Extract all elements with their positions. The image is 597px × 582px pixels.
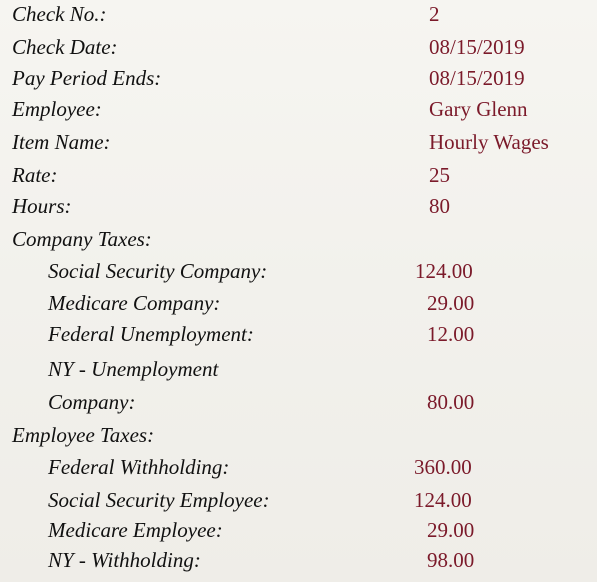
employee-value: Gary Glenn	[429, 97, 528, 121]
pay-period-value: 08/15/2019	[429, 66, 525, 90]
check-date-value: 08/15/2019	[429, 35, 525, 59]
employee-tax-label: Medicare Employee:	[48, 518, 223, 542]
company-tax-value: 12.00	[427, 322, 475, 346]
rate-value: 25	[429, 163, 450, 187]
company-tax-label: Federal Unemployment:	[48, 322, 254, 346]
employee-tax-value: 124.00	[414, 488, 472, 512]
employee-tax-label: Federal Withholding:	[48, 455, 230, 479]
item-name-value: Hourly Wages	[429, 130, 549, 154]
employee-tax-label: Social Security Employee:	[48, 488, 270, 512]
company-tax-label: Medicare Company:	[48, 291, 221, 315]
company-tax-label: NY - Unemployment	[48, 357, 219, 381]
employee-label: Employee:	[12, 97, 102, 121]
pay-period-label: Pay Period Ends:	[12, 66, 162, 90]
employee-tax-label: NY - Withholding:	[48, 548, 201, 572]
employee-taxes-heading: Employee Taxes:	[12, 423, 155, 447]
rate-label: Rate:	[12, 163, 58, 187]
employee-tax-value: 98.00	[427, 548, 475, 572]
hours-value: 80	[429, 194, 450, 218]
hours-label: Hours:	[12, 194, 72, 218]
company-tax-label: Social Security Company:	[48, 259, 268, 283]
item-name-label: Item Name:	[12, 130, 111, 154]
employee-tax-value: 29.00	[427, 518, 475, 542]
company-tax-value: 124.00	[415, 259, 473, 283]
company-taxes-heading: Company Taxes:	[12, 227, 152, 251]
employee-tax-value: 360.00	[414, 455, 472, 479]
check-number-value: 2	[429, 2, 440, 26]
check-date-label: Check Date:	[12, 35, 118, 59]
check-number-label: Check No.:	[12, 2, 107, 26]
company-tax-label-continued: Company:	[48, 390, 136, 414]
company-tax-value: 29.00	[427, 291, 475, 315]
company-tax-value: 80.00	[427, 390, 475, 414]
